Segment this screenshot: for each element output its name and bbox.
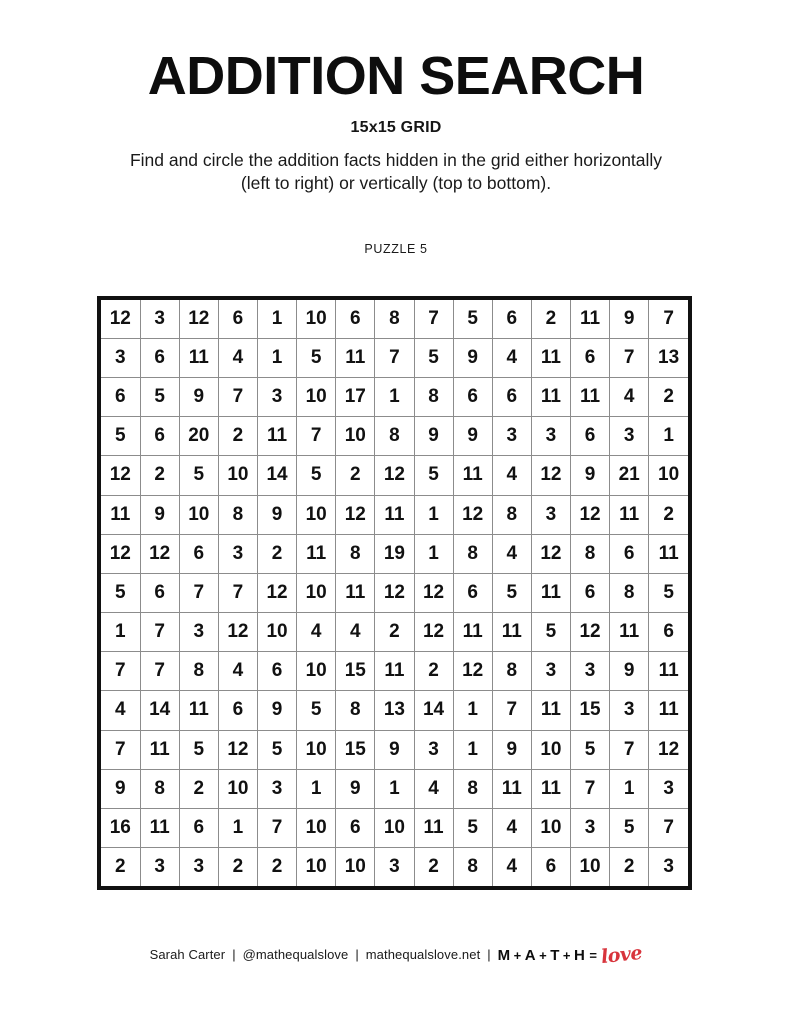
grid-cell[interactable]: 9 (336, 769, 375, 808)
grid-cell[interactable]: 4 (414, 769, 453, 808)
grid-cell[interactable]: 5 (140, 378, 179, 417)
grid-cell[interactable]: 8 (571, 534, 610, 573)
grid-cell[interactable]: 1 (414, 495, 453, 534)
grid-cell[interactable]: 1 (649, 417, 688, 456)
footer-separator-3: | (487, 946, 491, 962)
worksheet-footer (0, 941, 792, 969)
grid-cell[interactable]: 6 (649, 613, 688, 652)
grid-cell[interactable]: 11 (140, 730, 179, 769)
grid-cell[interactable]: 11 (571, 378, 610, 417)
logo-plus-icon-3: + (562, 948, 571, 963)
grid-cell[interactable]: 5 (492, 573, 531, 612)
grid-cell[interactable]: 2 (649, 378, 688, 417)
grid-cell[interactable]: 7 (101, 730, 140, 769)
grid-cell[interactable]: 14 (258, 456, 297, 495)
grid-cell[interactable]: 2 (414, 652, 453, 691)
grid-cell[interactable]: 4 (336, 613, 375, 652)
logo-love-script: love (600, 941, 644, 969)
grid-cell[interactable]: 4 (492, 848, 531, 886)
grid-cell[interactable]: 10 (297, 652, 336, 691)
grid-cell[interactable]: 8 (453, 769, 492, 808)
grid-cell[interactable]: 4 (218, 338, 257, 377)
grid-cell[interactable]: 9 (453, 417, 492, 456)
grid-cell[interactable]: 8 (453, 848, 492, 886)
grid-cell[interactable]: 12 (336, 495, 375, 534)
grid-cell[interactable]: 11 (531, 769, 570, 808)
grid-cell[interactable]: 3 (218, 534, 257, 573)
grid-cell[interactable]: 5 (610, 808, 649, 847)
grid-row (101, 808, 688, 847)
grid-cell[interactable]: 10 (531, 808, 570, 847)
grid-cell[interactable]: 12 (101, 456, 140, 495)
logo-letter-m: M (497, 947, 511, 964)
grid-cell[interactable]: 1 (375, 378, 414, 417)
grid-cell[interactable]: 20 (179, 417, 218, 456)
grid-cell[interactable]: 3 (101, 338, 140, 377)
grid-cell[interactable]: 11 (375, 495, 414, 534)
grid-cell[interactable]: 11 (453, 613, 492, 652)
grid-cell[interactable]: 2 (258, 534, 297, 573)
grid-cell[interactable]: 11 (571, 300, 610, 338)
grid-cell[interactable]: 6 (453, 573, 492, 612)
grid-cell[interactable]: 5 (649, 573, 688, 612)
grid-cell[interactable]: 3 (375, 848, 414, 886)
grid-cell[interactable]: 11 (414, 808, 453, 847)
grid-cell[interactable]: 6 (492, 378, 531, 417)
grid-cell[interactable]: 16 (101, 808, 140, 847)
grid-cell[interactable]: 7 (414, 300, 453, 338)
grid-cell[interactable]: 9 (414, 417, 453, 456)
grid-cell[interactable]: 9 (258, 691, 297, 730)
grid-cell[interactable]: 7 (571, 769, 610, 808)
grid-cell[interactable]: 2 (101, 848, 140, 886)
grid-cell[interactable]: 10 (297, 848, 336, 886)
grid-cell[interactable]: 5 (414, 338, 453, 377)
grid-cell[interactable]: 6 (336, 808, 375, 847)
grid-cell[interactable]: 2 (179, 769, 218, 808)
grid-cell[interactable]: 12 (414, 573, 453, 612)
grid-cell[interactable]: 11 (649, 534, 688, 573)
grid-cell[interactable]: 8 (375, 300, 414, 338)
grid-cell[interactable]: 5 (179, 456, 218, 495)
grid-cell[interactable]: 6 (571, 338, 610, 377)
grid-cell[interactable]: 12 (571, 613, 610, 652)
grid-cell[interactable]: 2 (375, 613, 414, 652)
grid-cell[interactable]: 6 (179, 534, 218, 573)
grid-cell[interactable]: 8 (179, 652, 218, 691)
grid-row (101, 730, 688, 769)
grid-cell[interactable]: 8 (218, 495, 257, 534)
grid-cell[interactable]: 12 (531, 456, 570, 495)
puzzle-grid-container (97, 296, 692, 890)
grid-cell[interactable]: 10 (336, 848, 375, 886)
grid-cell[interactable]: 10 (297, 378, 336, 417)
grid-cell[interactable]: 17 (336, 378, 375, 417)
grid-cell[interactable]: 7 (140, 652, 179, 691)
grid-cell[interactable]: 7 (297, 417, 336, 456)
grid-cell[interactable]: 14 (140, 691, 179, 730)
logo-letter-t: T (550, 947, 560, 964)
grid-cell[interactable]: 5 (179, 730, 218, 769)
grid-cell[interactable]: 2 (649, 495, 688, 534)
puzzle-grid-body (101, 300, 688, 886)
grid-cell[interactable]: 8 (414, 378, 453, 417)
grid-cell[interactable]: 4 (492, 338, 531, 377)
grid-cell[interactable]: 10 (649, 456, 688, 495)
grid-cell[interactable]: 8 (375, 417, 414, 456)
grid-cell[interactable]: 2 (531, 300, 570, 338)
grid-cell[interactable]: 11 (453, 456, 492, 495)
grid-cell[interactable]: 1 (101, 613, 140, 652)
grid-cell[interactable]: 12 (453, 495, 492, 534)
grid-cell[interactable]: 12 (101, 300, 140, 338)
grid-cell[interactable]: 11 (140, 808, 179, 847)
grid-cell[interactable]: 12 (375, 573, 414, 612)
grid-cell[interactable]: 9 (101, 769, 140, 808)
grid-cell[interactable]: 12 (414, 613, 453, 652)
grid-cell[interactable]: 6 (492, 300, 531, 338)
grid-cell[interactable]: 9 (258, 495, 297, 534)
grid-cell[interactable]: 6 (531, 848, 570, 886)
grid-cell[interactable]: 12 (571, 495, 610, 534)
grid-cell[interactable]: 2 (414, 848, 453, 886)
grid-row (101, 613, 688, 652)
grid-cell[interactable]: 8 (492, 652, 531, 691)
grid-row (101, 573, 688, 612)
grid-cell[interactable]: 3 (571, 652, 610, 691)
grid-cell[interactable]: 8 (492, 495, 531, 534)
grid-cell[interactable]: 7 (492, 691, 531, 730)
grid-cell[interactable]: 5 (258, 730, 297, 769)
grid-cell[interactable]: 5 (453, 808, 492, 847)
logo-plus-icon-2: + (539, 948, 548, 963)
instructions-text: Find and circle the addition facts hidden in the grid either horizontally (left to right) or vertically (top to bottom). (129, 149, 663, 194)
grid-cell[interactable]: 9 (610, 652, 649, 691)
grid-cell[interactable]: 1 (375, 769, 414, 808)
footer-separator-1: | (232, 946, 236, 962)
grid-cell[interactable]: 1 (453, 691, 492, 730)
grid-cell[interactable]: 10 (297, 300, 336, 338)
grid-cell[interactable]: 10 (336, 417, 375, 456)
grid-cell[interactable]: 1 (218, 808, 257, 847)
grid-row (101, 378, 688, 417)
grid-cell[interactable]: 3 (258, 769, 297, 808)
grid-cell[interactable]: 3 (414, 730, 453, 769)
grid-row (101, 691, 688, 730)
footer-author: Sarah Carter (149, 946, 226, 962)
grid-cell[interactable]: 6 (571, 573, 610, 612)
grid-cell[interactable]: 11 (179, 338, 218, 377)
grid-cell[interactable]: 3 (531, 652, 570, 691)
grid-cell[interactable]: 5 (453, 300, 492, 338)
grid-cell[interactable]: 11 (531, 338, 570, 377)
grid-cell[interactable]: 10 (218, 769, 257, 808)
grid-cell[interactable]: 2 (218, 848, 257, 886)
grid-cell[interactable]: 3 (571, 808, 610, 847)
grid-row (101, 417, 688, 456)
grid-cell[interactable]: 5 (101, 573, 140, 612)
grid-size-subtitle: 15x15 GRID (350, 118, 442, 136)
grid-row (101, 495, 688, 534)
grid-cell[interactable]: 11 (258, 417, 297, 456)
grid-cell[interactable]: 6 (140, 338, 179, 377)
grid-cell[interactable]: 4 (218, 652, 257, 691)
grid-cell[interactable]: 10 (179, 495, 218, 534)
grid-cell[interactable]: 5 (571, 730, 610, 769)
grid-cell[interactable]: 11 (336, 573, 375, 612)
grid-row (101, 300, 688, 338)
grid-cell[interactable]: 9 (140, 495, 179, 534)
grid-row (101, 338, 688, 377)
grid-cell[interactable]: 12 (375, 456, 414, 495)
page-title: ADDITION SEARCH (147, 46, 645, 106)
grid-cell[interactable]: 2 (140, 456, 179, 495)
grid-cell[interactable]: 12 (101, 534, 140, 573)
grid-cell[interactable]: 8 (140, 769, 179, 808)
grid-cell[interactable]: 6 (140, 573, 179, 612)
grid-cell[interactable]: 1 (258, 300, 297, 338)
grid-cell[interactable]: 4 (492, 808, 531, 847)
grid-cell[interactable]: 10 (297, 573, 336, 612)
grid-cell[interactable]: 6 (218, 300, 257, 338)
grid-cell[interactable]: 11 (531, 573, 570, 612)
grid-cell[interactable]: 11 (101, 495, 140, 534)
grid-cell[interactable]: 3 (649, 769, 688, 808)
grid-cell[interactable]: 10 (531, 730, 570, 769)
grid-cell[interactable]: 4 (492, 456, 531, 495)
grid-cell[interactable]: 12 (218, 613, 257, 652)
grid-cell[interactable]: 10 (375, 808, 414, 847)
grid-cell[interactable]: 3 (610, 417, 649, 456)
grid-cell[interactable]: 6 (179, 808, 218, 847)
grid-cell[interactable]: 12 (140, 534, 179, 573)
grid-cell[interactable]: 13 (375, 691, 414, 730)
grid-cell[interactable]: 15 (571, 691, 610, 730)
grid-cell[interactable]: 5 (297, 456, 336, 495)
footer-social-handle: @mathequalslove (242, 946, 349, 962)
grid-cell[interactable]: 10 (297, 808, 336, 847)
grid-cell[interactable]: 6 (453, 378, 492, 417)
grid-cell[interactable]: 11 (610, 613, 649, 652)
grid-cell[interactable]: 4 (101, 691, 140, 730)
grid-cell[interactable]: 1 (453, 730, 492, 769)
grid-cell[interactable]: 7 (258, 808, 297, 847)
grid-cell[interactable]: 2 (218, 417, 257, 456)
grid-row (101, 769, 688, 808)
grid-cell[interactable]: 9 (610, 300, 649, 338)
grid-cell[interactable]: 12 (531, 534, 570, 573)
grid-cell[interactable]: 11 (531, 691, 570, 730)
grid-cell[interactable]: 11 (610, 495, 649, 534)
grid-cell[interactable]: 3 (610, 691, 649, 730)
grid-cell[interactable]: 11 (492, 613, 531, 652)
grid-cell[interactable]: 3 (140, 848, 179, 886)
grid-cell[interactable]: 11 (531, 378, 570, 417)
grid-cell[interactable]: 7 (179, 573, 218, 612)
grid-cell[interactable]: 10 (218, 456, 257, 495)
grid-cell[interactable]: 9 (179, 378, 218, 417)
grid-cell[interactable]: 8 (336, 691, 375, 730)
grid-cell[interactable]: 6 (336, 300, 375, 338)
logo-letter-h: H (573, 947, 586, 964)
grid-cell[interactable]: 6 (140, 417, 179, 456)
logo-plus-icon-1: + (513, 948, 522, 963)
grid-cell[interactable]: 3 (179, 613, 218, 652)
grid-cell[interactable]: 14 (414, 691, 453, 730)
grid-cell[interactable]: 10 (297, 730, 336, 769)
grid-cell[interactable]: 7 (610, 730, 649, 769)
grid-cell[interactable]: 3 (179, 848, 218, 886)
grid-cell[interactable]: 5 (297, 691, 336, 730)
grid-cell[interactable]: 3 (492, 417, 531, 456)
worksheet-header (0, 0, 792, 256)
grid-cell[interactable]: 1 (414, 534, 453, 573)
grid-cell[interactable]: 6 (571, 417, 610, 456)
grid-cell[interactable]: 11 (375, 652, 414, 691)
grid-cell[interactable]: 11 (649, 691, 688, 730)
grid-cell[interactable]: 5 (531, 613, 570, 652)
grid-cell[interactable]: 9 (571, 456, 610, 495)
grid-cell[interactable]: 9 (375, 730, 414, 769)
grid-cell[interactable]: 6 (218, 691, 257, 730)
grid-row (101, 652, 688, 691)
grid-cell[interactable]: 4 (492, 534, 531, 573)
grid-cell[interactable]: 15 (336, 652, 375, 691)
grid-cell[interactable]: 7 (649, 808, 688, 847)
logo-equals-icon: = (589, 948, 598, 963)
grid-cell[interactable]: 1 (258, 338, 297, 377)
grid-cell[interactable]: 3 (531, 495, 570, 534)
grid-cell[interactable]: 1 (297, 769, 336, 808)
grid-cell[interactable]: 4 (610, 378, 649, 417)
footer-website: mathequalslove.net (365, 946, 481, 962)
grid-cell[interactable]: 12 (218, 730, 257, 769)
grid-cell[interactable]: 9 (492, 730, 531, 769)
grid-cell[interactable]: 7 (610, 338, 649, 377)
grid-cell[interactable]: 12 (649, 730, 688, 769)
grid-cell[interactable]: 2 (258, 848, 297, 886)
grid-cell[interactable]: 6 (258, 652, 297, 691)
grid-cell[interactable]: 2 (336, 456, 375, 495)
grid-cell[interactable]: 7 (140, 613, 179, 652)
grid-cell[interactable]: 10 (297, 495, 336, 534)
grid-cell[interactable]: 8 (336, 534, 375, 573)
grid-cell[interactable]: 12 (179, 300, 218, 338)
grid-cell[interactable]: 8 (453, 534, 492, 573)
grid-cell[interactable]: 3 (140, 300, 179, 338)
grid-cell[interactable]: 3 (258, 378, 297, 417)
grid-cell[interactable]: 11 (297, 534, 336, 573)
grid-cell[interactable]: 7 (375, 338, 414, 377)
grid-cell[interactable]: 8 (610, 573, 649, 612)
grid-cell[interactable]: 1 (610, 769, 649, 808)
grid-cell[interactable]: 7 (218, 378, 257, 417)
grid-row (101, 456, 688, 495)
logo-letter-a: A (524, 947, 537, 964)
grid-cell[interactable]: 4 (297, 613, 336, 652)
grid-cell[interactable]: 10 (258, 613, 297, 652)
grid-cell[interactable]: 15 (336, 730, 375, 769)
grid-cell[interactable]: 12 (258, 573, 297, 612)
grid-cell[interactable]: 5 (414, 456, 453, 495)
grid-cell[interactable]: 3 (649, 848, 688, 886)
grid-row (101, 534, 688, 573)
grid-row (101, 848, 688, 886)
grid-cell[interactable]: 21 (610, 456, 649, 495)
grid-cell[interactable]: 3 (531, 417, 570, 456)
grid-cell[interactable]: 5 (101, 417, 140, 456)
grid-cell[interactable]: 6 (610, 534, 649, 573)
grid-cell[interactable]: 11 (179, 691, 218, 730)
grid-cell[interactable]: 5 (297, 338, 336, 377)
mathequalslove-logo (497, 941, 644, 969)
grid-cell[interactable]: 12 (453, 652, 492, 691)
grid-cell[interactable]: 13 (649, 338, 688, 377)
grid-cell[interactable]: 11 (336, 338, 375, 377)
grid-cell[interactable]: 7 (649, 300, 688, 338)
puzzle-grid (101, 300, 688, 886)
footer-separator-2: | (355, 946, 359, 962)
grid-cell[interactable]: 2 (610, 848, 649, 886)
grid-cell[interactable]: 19 (375, 534, 414, 573)
grid-cell[interactable]: 7 (218, 573, 257, 612)
grid-cell[interactable]: 9 (453, 338, 492, 377)
grid-cell[interactable]: 11 (492, 769, 531, 808)
grid-cell[interactable]: 6 (101, 378, 140, 417)
puzzle-number-label: PUZZLE 5 (364, 241, 428, 256)
grid-cell[interactable]: 10 (571, 848, 610, 886)
grid-cell[interactable]: 11 (649, 652, 688, 691)
grid-cell[interactable]: 7 (101, 652, 140, 691)
